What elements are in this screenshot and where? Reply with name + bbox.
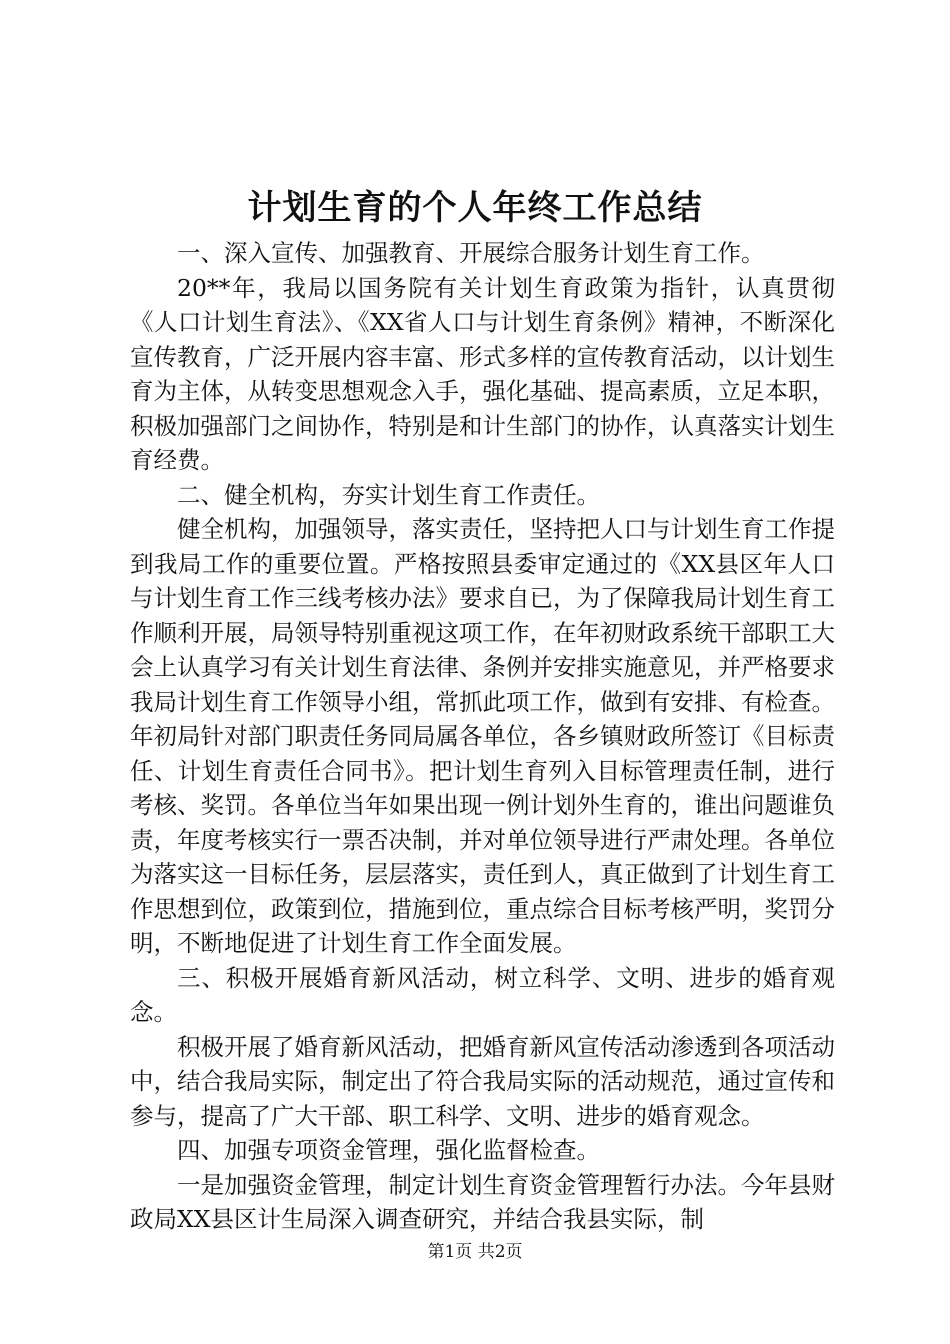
section-heading-4: 四、加强专项资金管理，强化监督检查。 [177, 1136, 600, 1164]
body-paragraph-1: 20**年，我局以国务院有关计划生育政策为指针，认真贯彻《人口计划生育法》、《XX省人口与计划生育条例》精神，不断深化宣传教育，广泛开展内容丰富、形式多样的宣传教育活动，以计划生育为主体，从转变思想观念入手，强化基础、提高素质，立足本职，积极加强部门之间协作，特别是和计生部门的协作，认真落实计划生育经费。 [130, 273, 835, 474]
body-paragraph-4: 一是加强资金管理，制定计划生育资金管理暂行办法。今年县财政局XX县区计生局深入调查研究，并结合我县实际，制 [130, 1170, 835, 1233]
document-body [130, 236, 835, 1237]
body-paragraph-2: 健全机构，加强领导，落实责任，坚持把人口与计划生育工作提到我局工作的重要位置。严格按照县委审定通过的《XX县区年人口与计划生育工作三线考核办法》要求自已，为了保障我局计划生育工作顺利开展，局领导特别重视这项工作，在年初财政系统干部职工大会上认真学习有关计划生育法律、条例并安排实施意见，并严格要求我局计划生育工作领导小组，常抓此项工作，做到有安排、有检查。年初局针对部门职责任务同局属各单位，各乡镇财政所签订《目标责任、计划生育责任合同书》。把计划生育列入目标管理责任制，进行考核、奖罚。各单位当年如果出现一例计划外生育的，谁出问题谁负责，年度考核实行一票否决制，并对单位领导进行严肃处理。各单位为落实这一目标任务，层层落实，责任到人，真正做到了计划生育工作思想到位，政策到位，措施到位，重点综合目标考核严明，奖罚分明，不断地促进了计划生育工作全面发展。 [130, 515, 835, 957]
section-heading-1: 一、深入宣传、加强教育、开展综合服务计划生育工作。 [177, 239, 765, 267]
section-heading-3: 三、积极开展婚育新风活动，树立科学、文明、进步的婚育观念。 [130, 963, 835, 1026]
document-title: 计划生育的个人年终工作总结 [247, 188, 703, 228]
page-footer: 第1页 共2页 [427, 1242, 523, 1262]
section-heading-2: 二、健全机构，夯实计划生育工作责任。 [177, 480, 600, 509]
body-paragraph-3: 积极开展了婚育新风活动，把婚育新风宣传活动渗透到各项活动中，结合我局实际，制定出了符合我局实际的活动规范，通过宣传和参与，提高了广大干部、职工科学、文明、进步的婚育观念。 [130, 1032, 835, 1130]
